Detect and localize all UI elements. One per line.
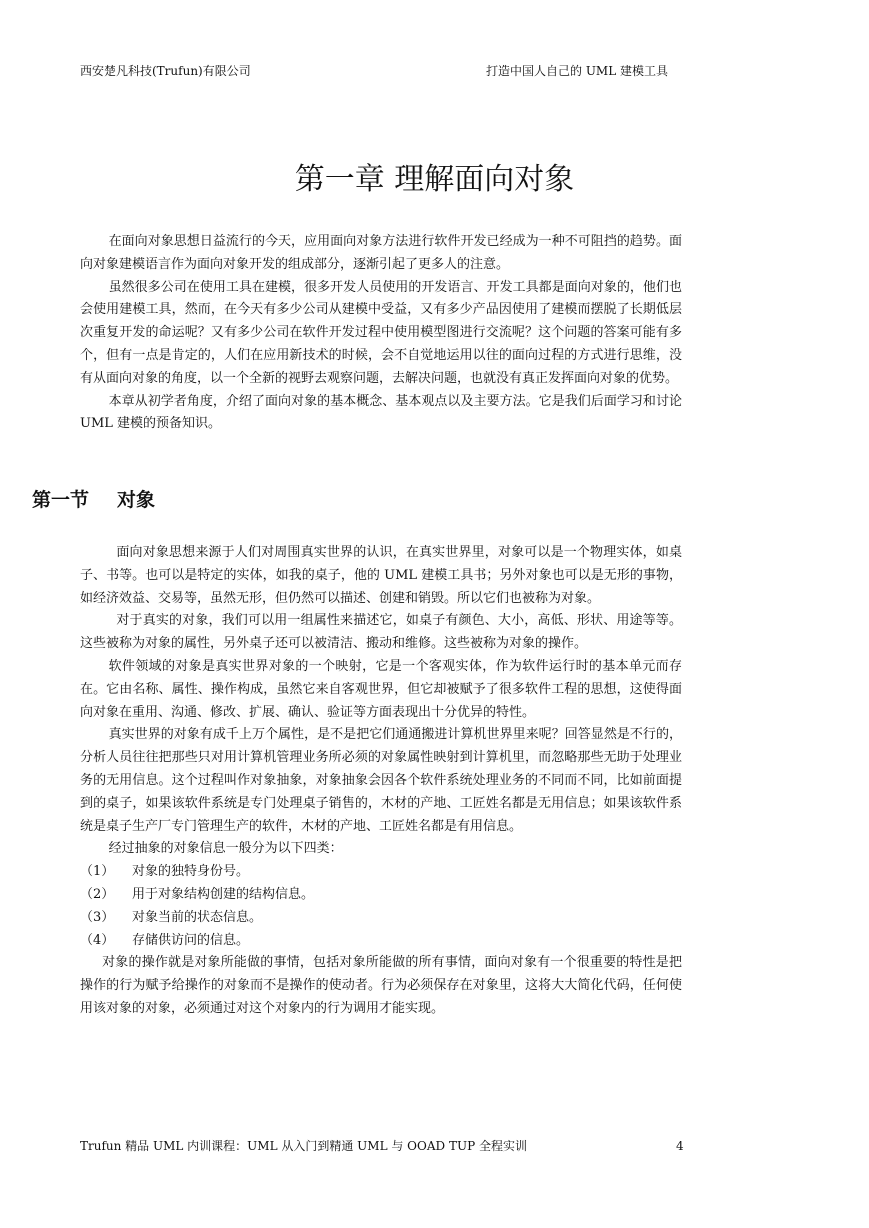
body-paragraph: 经过抽象的对象信息一般分为以下四类： bbox=[108, 841, 343, 857]
list-item-number: （3） bbox=[80, 909, 115, 925]
page-header-company: 西安楚凡科技(Trufun)有限公司 bbox=[80, 64, 251, 78]
page-footer-course: Trufun 精品 UML 内训课程：UML 从入门到精通 UML 与 OOAD TUP 全程实训 bbox=[80, 1139, 527, 1153]
intro-text bbox=[80, 231, 682, 436]
list-item bbox=[80, 907, 682, 930]
section-number: 第一节 bbox=[32, 489, 90, 511]
info-category-list bbox=[80, 861, 682, 952]
list-item-text: 用于对象结构创建的结构信息。 bbox=[132, 886, 315, 902]
list-item bbox=[80, 861, 682, 884]
body-paragraph: 软件领域的对象是真实世界对象的一个映射，它是一个客观实体，作为软件运行时的基本单元而存在。它由名称、属性、操作构成，虽然它来自客观世界，但它却被赋予了很多软件工程的思想，这使得面向对象在重用、沟通、修改、扩展、确认、验证等方面表现出十分优异的特性。 bbox=[80, 658, 682, 720]
list-item-text: 对象的独特身份号。 bbox=[132, 864, 250, 880]
page-number: 4 bbox=[676, 1139, 684, 1153]
section-heading bbox=[32, 486, 155, 514]
body-paragraph: 面向对象思想来源于人们对周围真实世界的认识，在真实世界里，对象可以是一个物理实体，如桌子、书等。也可以是特定的实体，如我的桌子，他的 UML 建模工具书；另外对象也可以是无形的事物，如经济效益、交易等，虽然无形，但仍然可以描述、创建和销毁。所以它们也被称为对象。 bbox=[80, 545, 682, 606]
chapter-title: 第一章 理解面向对象 bbox=[294, 162, 575, 197]
closing-paragraph: 对象的操作就是对象所能做的事情，包括对象所能做的所有事情，面向对象有一个很重要的特性是把操作的行为赋予给操作的对象而不是操作的使动者。行为必须保存在对象里，这将大大简化代码，任何使用该对象的对象，必须通过对这个对象内的行为调用才能实现。 bbox=[80, 955, 682, 1016]
list-item-text: 存储供访问的信息。 bbox=[132, 932, 250, 948]
list-item bbox=[80, 930, 682, 953]
list-item-number: （1） bbox=[80, 864, 115, 880]
intro-paragraph: 在面向对象思想日益流行的今天，应用面向对象方法进行软件开发已经成为一种不可阻挡的趋势。面向对象建模语言作为面向对象开发的组成部分，逐渐引起了更多人的注意。 bbox=[80, 234, 682, 272]
body-paragraph: 真实世界的对象有成千上万个属性，是不是把它们通通搬进计算机世界里来呢？回答显然是不行的，分析人员往往把那些只对用计算机管理业务所必须的对象属性映射到计算机里，而忽略那些无助于处理业务的无用信息。这个过程叫作对象抽象，对象抽象会因各个软件系统处理业务的不同而不同，比如前面提到的桌子，如果该软件系统是专门处理桌子销售的，木材的产地、工匠姓名都是无用信息；如果该软件系统是桌子生产厂专门管理生产的软件，木材的产地、工匠姓名都是有用信息。 bbox=[80, 727, 682, 834]
list-item-number: （2） bbox=[80, 886, 115, 902]
page-header-slogan: 打造中国人自己的 UML 建模工具 bbox=[486, 64, 668, 78]
section-title: 对象 bbox=[117, 489, 156, 511]
body-paragraph: 对于真实的对象，我们可以用一组属性来描述它，如桌子有颜色、大小，高低、形状、用途等等。这些被称为对象的属性，另外桌子还可以被清洁、搬动和维修。这些被称为对象的操作。 bbox=[80, 613, 682, 652]
intro-paragraph: 本章从初学者角度，介绍了面向对象的基本概念、基本观点以及主要方法。它是我们后面学习和讨论 UML 建模的预备知识。 bbox=[80, 393, 682, 432]
list-item bbox=[80, 884, 682, 907]
list-item-number: （4） bbox=[80, 932, 115, 948]
section-body bbox=[80, 542, 682, 1021]
intro-paragraph: 虽然很多公司在使用工具在建模，很多开发人员使用的开发语言、开发工具都是面向对象的，他们也会使用建模工具，然而，在今天有多少公司从建模中受益，又有多少产品因使用了建模而摆脱了长期低层次重复开发的命运呢？又有多少公司在软件开发过程中使用模型图进行交流呢？这个问题的答案可能有多个，但有一点是肯定的，人们在应用新技术的时候，会不自觉地运用以往的面向过程的方式进行思维，没有从面向对象的角度，以一个全新的视野去观察问题，去解决问题，也就没有真正发挥面向对象的优势。 bbox=[80, 279, 682, 386]
list-item-text: 对象当前的状态信息。 bbox=[132, 909, 263, 925]
